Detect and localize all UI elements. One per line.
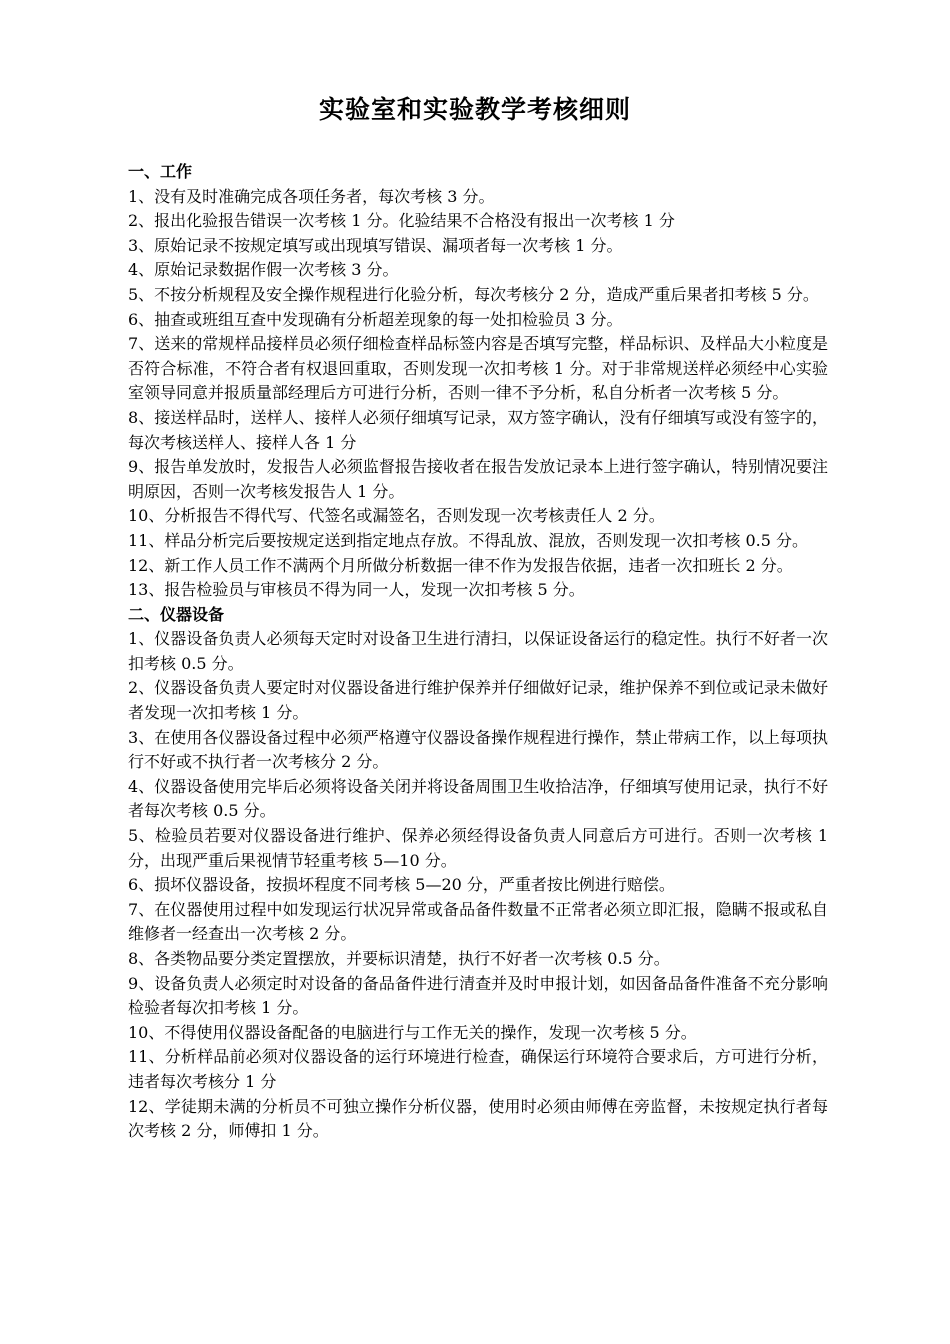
rule-item: 7、送来的常规样品接样员必须仔细检查样品标签内容是否填写完整，样品标识、及样品大小粒度是否符合标准，不符合者有权退回重取，否则发现一次扣考核 1 分。对于非常规送样必须经中心实验室领导同意并报质量部经理后方可进行分析，否则一律不予分析，私自分析者一次考核 5 分。 [128, 334, 828, 403]
rule-item: 12、学徒期未满的分析员不可独立操作分析仪器，使用时必须由师傅在旁监督，未按规定执行者每次考核 2 分，师傅扣 1 分。 [128, 1096, 828, 1141]
rule-item: 2、报出化验报告错误一次考核 1 分。化验结果不合格没有报出一次考核 1 分 [128, 211, 675, 231]
rule-item: 4、仪器设备使用完毕后必须将设备关闭并将设备周围卫生收拾洁净，仔细填写使用记录，执行不好者每次考核 0.5 分。 [128, 776, 828, 821]
document-title: 实验室和实验教学考核细则 [318, 95, 631, 124]
rule-item: 11、样品分析完后要按规定送到指定地点存放。不得乱放、混放，否则发现一次扣考核 0.5 分。 [128, 530, 808, 550]
document-body [128, 160, 828, 1144]
rule-item: 13、报告检验员与审核员不得为同一人，发现一次扣考核 5 分。 [128, 580, 585, 600]
rule-item: 8、各类物品要分类定置摆放，并要标识清楚，执行不好者一次考核 0.5 分。 [128, 949, 670, 968]
rule-item: 8、接送样品时，送样人、接样人必须仔细填写记录，双方签字确认，没有仔细填写或没有签字的，每次考核送样人、接样人各 1 分 [128, 407, 828, 452]
rule-item: 3、在使用各仪器设备过程中必须严格遵守仪器设备操作规程进行操作，禁止带病工作，以上每项执行不好或不执行者一次考核分 2 分。 [128, 727, 828, 772]
rule-item: 5、检验员若要对仪器设备进行维护、保养必须经得设备负责人同意后方可进行。否则一次考核 1 分，出现严重后果视情节轻重考核 5—10 分。 [128, 826, 828, 870]
section-heading: 一、工作 [128, 162, 193, 181]
section-work [128, 160, 828, 603]
rule-item: 10、分析报告不得代写、代签名或漏签名，否则发现一次考核责任人 2 分。 [128, 506, 665, 526]
rule-item: 6、抽查或班组互查中发现确有分析超差现象的每一处扣检验员 3 分。 [128, 309, 623, 329]
rule-item: 3、原始记录不按规定填写或出现填写错误、漏项者每一次考核 1 分。 [128, 235, 623, 255]
rule-item: 7、在仪器使用过程中如发现运行状况异常或备品备件数量不正常者必须立即汇报，隐瞒不报或私自维修者一经查出一次考核 2 分。 [128, 899, 828, 944]
section-heading: 二、仪器设备 [128, 604, 225, 624]
rule-item: 5、不按分析规程及安全操作规程进行化验分析，每次考核分 2 分，造成严重后果者扣考核 5 分。 [128, 284, 819, 304]
rule-item: 9、设备负责人必须定时对设备的备品备件进行清查并及时申报计划，如因备品备件准备不充分影响检验者每次扣考核 1 分。 [128, 973, 828, 1018]
rule-item: 1、没有及时准确完成各项任务者，每次考核 3 分。 [128, 186, 495, 206]
rule-item: 10、不得使用仪器设备配备的电脑进行与工作无关的操作，发现一次考核 5 分。 [128, 1022, 697, 1042]
section-instruments [128, 603, 828, 1144]
rule-item: 12、新工作人员工作不满两个月所做分析数据一律不作为发报告依据，违者一次扣班长 2 分。 [128, 555, 793, 575]
rule-item: 4、原始记录数据作假一次考核 3 分。 [128, 260, 399, 280]
rule-item: 1、仪器设备负责人必须每天定时对设备卫生进行清扫，以保证设备运行的稳定性。执行不好者一次扣考核 0.5 分。 [128, 629, 828, 673]
rule-item: 2、仪器设备负责人要定时对仪器设备进行维护保养并仔细做好记录，维护保养不到位或记录未做好者发现一次扣考核 1 分。 [128, 678, 828, 723]
rule-item: 6、损坏仪器设备，按损坏程度不同考核 5—20 分，严重者按比例进行赔偿。 [128, 875, 675, 895]
rule-item: 11、分析样品前必须对仪器设备的运行环境进行检查，确保运行环境符合要求后，方可进行分析，违者每次考核分 1 分 [128, 1047, 828, 1091]
rule-item: 9、报告单发放时，发报告人必须监督报告接收者在报告发放记录本上进行签字确认，特别情况要注明原因，否则一次考核发报告人 1 分。 [128, 457, 828, 501]
